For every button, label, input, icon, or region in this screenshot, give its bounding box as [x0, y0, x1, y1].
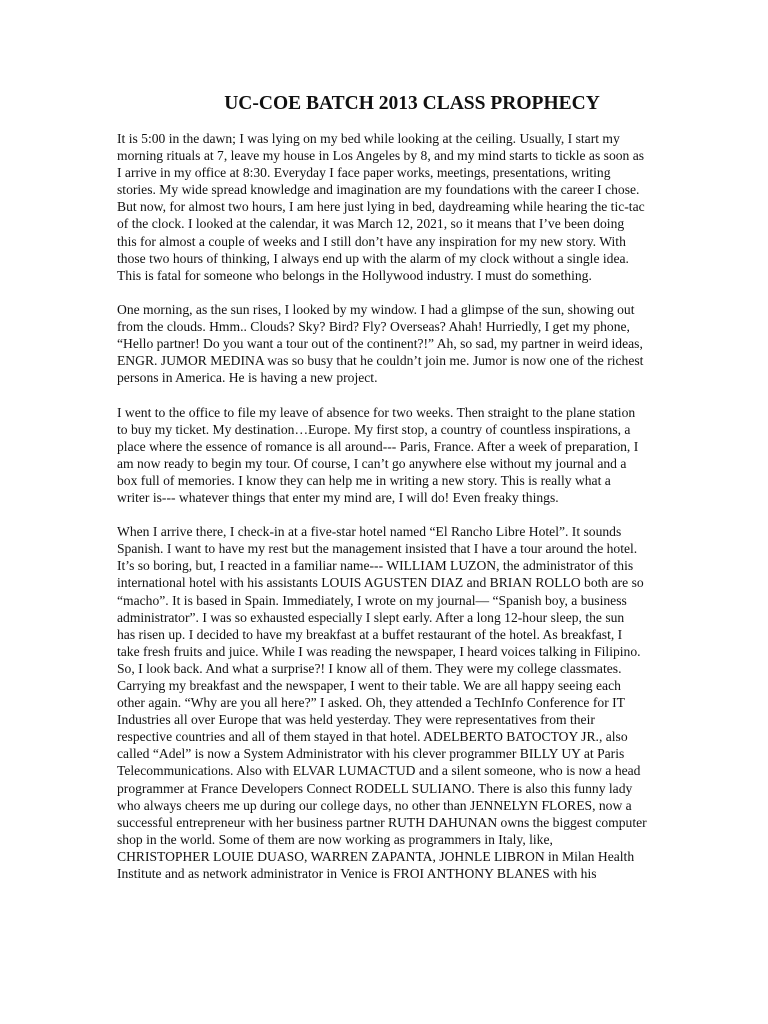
paragraph-line: of the clock. I looked at the calendar, it was March 12, 2021, so it means that I’ve been doing — [117, 216, 625, 232]
paragraph-line: I went to the office to file my leave of absence for two weeks. Then straight to the plane station — [117, 404, 636, 420]
document-title: UC-COE BATCH 2013 CLASS PROPHECY — [224, 93, 600, 114]
paragraph-line: Industries all over Europe that was held yesterday. They were representatives from their — [117, 712, 595, 728]
paragraph-line: successful entrepreneur with her business partner RUTH DAHUNAN owns the biggest computer — [117, 814, 647, 830]
paragraph-line: morning rituals at 7, leave my house in Los Angeles by 8, and my mind starts to tickle as soon as — [117, 148, 645, 164]
paragraph-line: It’s so boring, but, I reacted in a familiar name--- WILLIAM LUZON, the administrator of this — [117, 558, 634, 574]
paragraph-line: administrator”. I was so exhausted especially I slept early. After a long 12-hour sleep, the sun — [117, 609, 625, 625]
paragraph-line: Telecommunications. Also with ELVAR LUMACTUD and a silent someone, who is now a head — [117, 763, 641, 779]
paragraph-line: Institute and as network administrator in Venice is FROI ANTHONY BLANES with his — [117, 866, 597, 882]
paragraph-line: place where the essence of romance is all around--- Paris, France. After a week of preparation, I — [117, 438, 639, 454]
paragraph-line: I arrive in my office at 8:30. Everyday I face paper works, meetings, presentations, writing — [117, 165, 611, 181]
paragraph-line: respective countries and all of them stayed in that hotel. ADELBERTO BATOCTOY JR., also — [117, 729, 628, 745]
paragraph-line: am now ready to begin my tour. Of course, I can’t go anywhere else without my journal and a — [117, 455, 627, 471]
paragraph — [117, 301, 713, 386]
paragraph-line: When I arrive there, I check-in at a five-star hotel named “El Rancho Libre Hotel”. It sounds — [117, 524, 622, 540]
paragraph-line: shop in the world. Some of them are now working as programmers in Italy, like, — [117, 831, 553, 847]
paragraph-line: box full of memories. I know they can help me in writing a new story. This is really what a — [117, 472, 611, 488]
paragraph-line: So, I look back. And what a surprise?! I know all of them. They were my college classmates. — [117, 660, 622, 676]
paragraph-line: stories. My wide spread knowledge and imagination are my foundations with the career I chose. — [117, 182, 640, 198]
paragraph-line: “Hello partner! Do you want a tour out of the continent?!” Ah, so sad, my partner in weird ideas, — [117, 336, 643, 352]
paragraph-line: to buy my ticket. My destination…Europe. My first stop, a country of countless inspirations, a — [117, 421, 631, 437]
paragraph-line: One morning, as the sun rises, I looked by my window. I had a glimpse of the sun, showing out — [117, 301, 635, 317]
paragraph-line: CHRISTOPHER LOUIE DUASO, WARREN ZAPANTA, JOHNLE LIBRON in Milan Health — [117, 848, 635, 864]
paragraph — [117, 404, 713, 507]
paragraph-line: writer is--- whatever things that enter my mind are, I will do! Even freaky things. — [117, 489, 559, 505]
paragraph-line: This is fatal for someone who belongs in the Hollywood industry. I must do something. — [117, 267, 592, 283]
paragraph-line: take fresh fruits and juice. While I was reading the newspaper, I heard voices talking in Filipino. — [117, 643, 641, 659]
paragraph-line: persons in America. He is having a new project. — [117, 370, 378, 386]
paragraph-line: ENGR. JUMOR MEDINA was so busy that he couldn’t join me. Jumor is now one of the richest — [117, 353, 644, 369]
paragraph-line: “macho”. It is based in Spain. Immediately, I wrote on my journal— “Spanish boy, a business — [117, 592, 627, 608]
paragraph — [117, 523, 713, 882]
document-body — [117, 130, 713, 882]
paragraph-line: Spanish. I want to have my rest but the management insisted that I have a tour around the hotel. — [117, 541, 638, 557]
paragraph-line: programmer at France Developers Connect RODELL SULIANO. There is also this funny lady — [117, 780, 633, 796]
paragraph-line: has risen up. I decided to have my breakfast at a buffet restaurant of the hotel. As breakfast, I — [117, 626, 623, 642]
paragraph-line: It is 5:00 in the dawn; I was lying on my bed while looking at the ceiling. Usually, I start my — [117, 131, 620, 146]
paragraph-line: international hotel with his assistants LOUIS AGUSTEN DIAZ and BRIAN ROLLO both are so — [117, 575, 644, 591]
paragraph-line: from the clouds. Hmm.. Clouds? Sky? Bird? Fly? Overseas? Ahah! Hurriedly, I get my phone, — [117, 319, 630, 335]
paragraph-line: other again. “Why are you all here?” I asked. Oh, they attended a TechInfo Conference for IT — [117, 695, 625, 711]
paragraph-line: But now, for almost two hours, I am here just lying in bed, daydreaming while hearing the tic-tac — [117, 199, 645, 215]
paragraph-line: called “Adel” is now a System Administrator with his clever programmer BILLY UY at Paris — [117, 746, 625, 762]
paragraph-line: Carrying my breakfast and the newspaper, I went to their table. We are all happy seeing each — [117, 678, 621, 693]
paragraph-line: those two hours of thinking, I always end up with the alarm of my clock without a single idea. — [117, 250, 629, 266]
paragraph — [117, 130, 713, 284]
paragraph-line: who always cheers me up during our college days, no other than JENNELYN FLORES, now a — [117, 797, 632, 813]
paragraph-line: this for almost a couple of weeks and I still don’t have any inspiration for my new story. With — [117, 233, 626, 249]
